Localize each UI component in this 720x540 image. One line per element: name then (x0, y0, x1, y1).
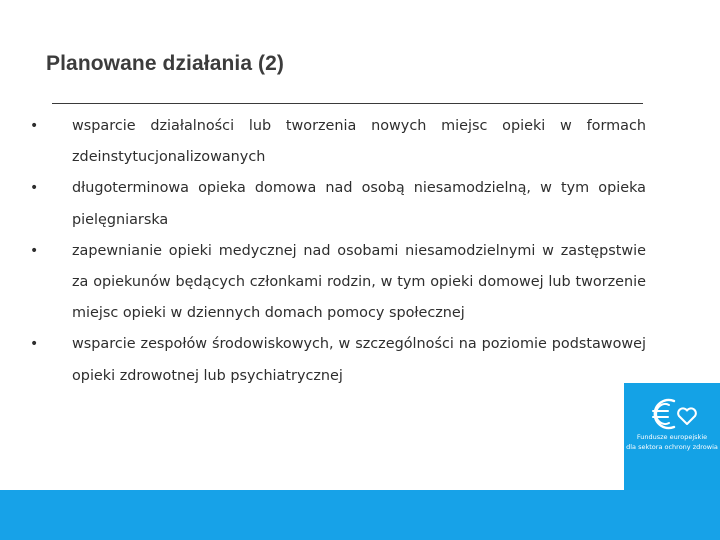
slide-title: Planowane działania (2) (46, 52, 285, 75)
logo-caption-line: Fundusze europejskie (636, 433, 708, 441)
bullet-text: wsparcie działalności lub tworzenia nowych miejsc opieki w formach zdeinstytucjonalizowanych (72, 118, 646, 166)
program-logo (624, 383, 720, 490)
logo-caption-line: dla sektora ochrony zdrowia (626, 443, 718, 451)
bullet-item (28, 236, 646, 330)
bullet-list (28, 111, 646, 392)
bottom-accent-band (0, 490, 720, 540)
bullet-item (28, 173, 646, 235)
title-divider (52, 103, 643, 104)
bullet-dot: • (30, 180, 39, 197)
bullet-item (28, 329, 646, 391)
bullet-dot: • (30, 118, 39, 134)
euro-heart-icon (650, 397, 700, 431)
bullet-item (28, 111, 646, 173)
bullet-text: zapewnianie opieki medycznej nad osobami niesamodzielnymi w zastępstwie za opiekunów będących członkami rodzin, w tym opieki domowej lub tworzenie miejsc opieki w dziennych domach pomocy społecznej (72, 242, 646, 322)
bullet-dot: • (30, 242, 39, 259)
bullet-dot: • (30, 336, 39, 353)
logo-caption (626, 432, 718, 452)
bullet-text: wsparcie zespołów środowiskowych, w szczególności na poziomie podstawowej opieki zdrowotnej lub psychiatrycznej (72, 336, 646, 384)
bullet-text: długoterminowa opieka domowa nad osobą niesamodzielną, w tym opieka pielęgniarska (72, 180, 646, 228)
